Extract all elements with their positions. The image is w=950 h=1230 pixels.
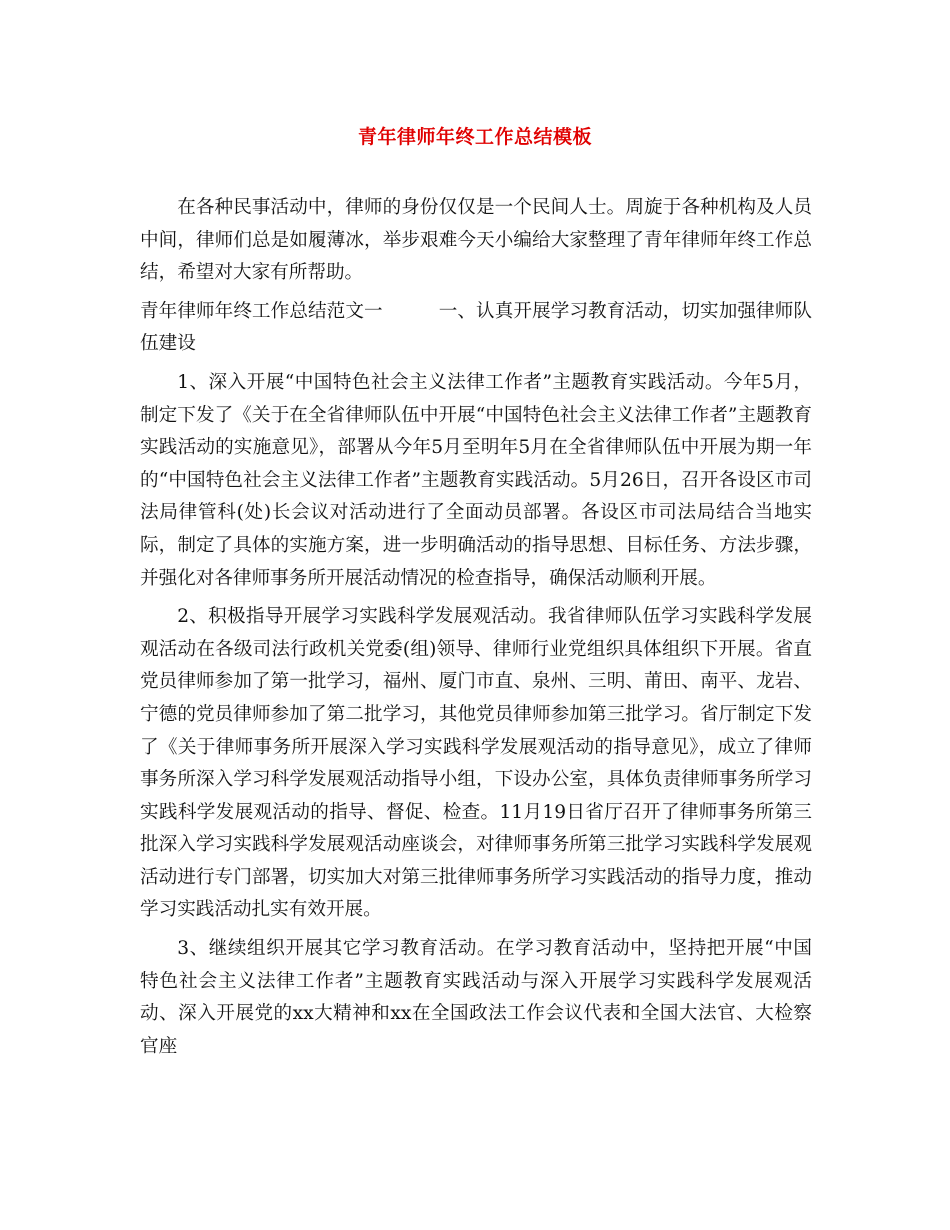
document-title: 青年律师年终工作总结模板	[357, 126, 592, 148]
paragraph-item-3: 3、继续组织开展其它学习教育活动。在学习教育活动中，坚持把开展“中国特色社会主义法律工作者”主题教育实践活动与深入开展学习实践科学发展观活动、深入开展党的xx大精神和xx在全国政法工作会议代表和全国大法官、大检察官座	[140, 938, 812, 1057]
paragraph-item-2: 2、积极指导开展学习实践科学发展观活动。我省律师队伍学习实践科学发展观活动在各级司法行政机关党委(组)领导、律师行业党组织具体组织下开展。省直党员律师参加了第一批学习，福州、厦门市直、泉州、三明、莆田、南平、龙岩、宁德的党员律师参加了第二批学习，其他党员律师参加第三批学习。省厅制定下发了《关于律师事务所开展深入学习实践科学发展观活动的指导意见》，成立了律师事务所深入学习科学发展观活动指导小组，下设办公室，具体负责律师事务所学习实践科学发展观活动的指导、督促、检查。11月19日省厅召开了律师事务所第三批深入学习实践科学发展观活动座谈会，对律师事务所第三批学习实践科学发展观活动进行专门部署，切实加大对第三批律师事务所学习实践活动的指导力度，推动学习实践活动扎实有效开展。	[140, 606, 812, 921]
paragraph-item-1: 1、深入开展“中国特色社会主义法律工作者”主题教育实践活动。今年5月，制定下发了《关于在全省律师队伍中开展“中国特色社会主义法律工作者”主题教育实践活动的实施意见》，部署从今年5月至明年5月在全省律师队伍中开展为期一年的“中国特色社会主义法律工作者”主题教育实践活动。5月26日，召开各设区市司法局律管科(处)长会议对活动进行了全面动员部署。各设区市司法局结合当地实际，制定了具体的实施方案，进一步明确活动的指导思想、目标任务、方法步骤，并强化对各律师事务所开展活动情况的检查指导，确保活动顺利开展。	[140, 371, 812, 589]
paragraph-section-heading: 青年律师年终工作总结范文一 一、认真开展学习教育活动，切实加强律师队伍建设	[140, 300, 812, 355]
document-body	[140, 192, 812, 1069]
paragraph-intro: 在各种民事活动中，律师的身份仅仅是一个民间人士。周旋于各种机构及人员中间，律师们总是如履薄冰，举步艰难今天小编给大家整理了青年律师年终工作总结，希望对大家有所帮助。	[140, 197, 812, 284]
